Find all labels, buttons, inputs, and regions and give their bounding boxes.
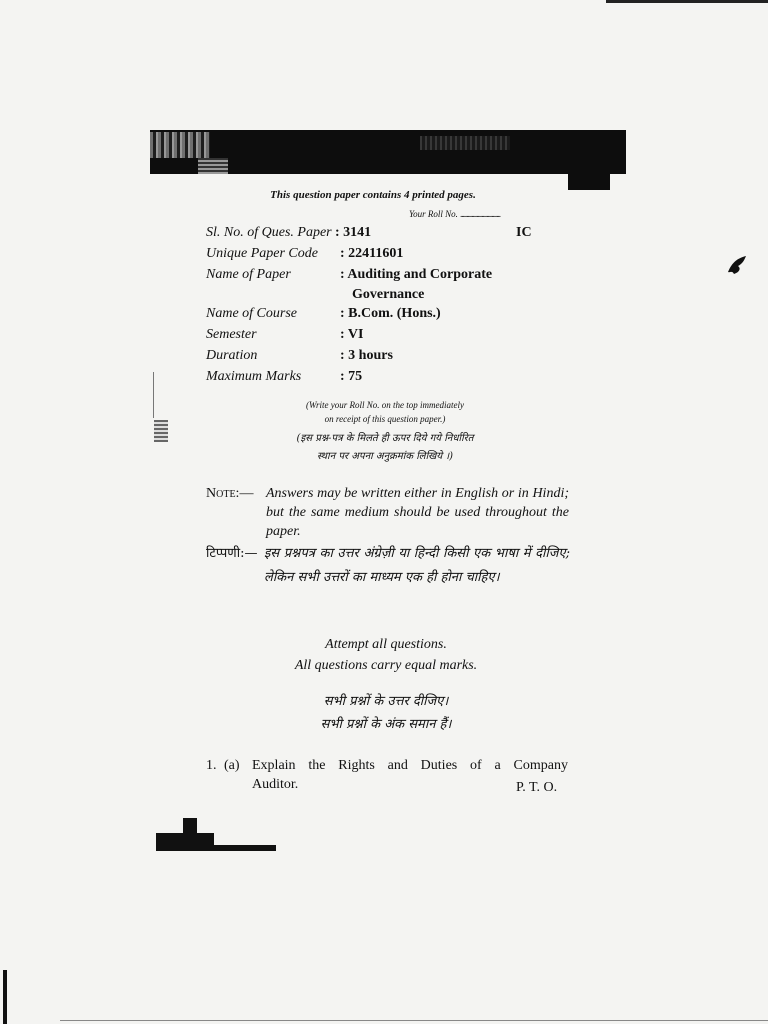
roll-number-blank: ................................ bbox=[460, 209, 501, 219]
instruction-line: (Write your Roll No. on the top immediately bbox=[306, 400, 464, 410]
pto-marker: P. T. O. bbox=[516, 780, 558, 795]
scan-noise bbox=[420, 136, 510, 150]
detail-value: Governance bbox=[352, 287, 425, 302]
detail-label: Semester bbox=[206, 327, 257, 342]
scan-blot bbox=[156, 833, 214, 851]
scan-edge-line bbox=[606, 0, 768, 3]
instruction-line: स्थान पर अपना अनुक्रमांक लिखिये ।) bbox=[316, 451, 454, 462]
attempt-line-hindi: सभी प्रश्नों के उत्तर दीजिए। bbox=[323, 694, 449, 709]
instruction-line: (इस प्रश्न-पत्र के मिलते ही ऊपर दिये गये निर्धारित bbox=[296, 433, 474, 444]
detail-value: : 22411601 bbox=[340, 246, 404, 261]
pages-count-line: This question paper contains 4 printed pages. bbox=[270, 189, 476, 201]
instruction-line: on receipt of this question paper.) bbox=[324, 414, 446, 424]
roll-instruction-english bbox=[250, 398, 520, 426]
attempt-line-hindi: सभी प्रश्नों के अंक समान हैं। bbox=[320, 717, 452, 732]
scan-noise bbox=[154, 420, 168, 442]
scan-edge-line bbox=[60, 1020, 768, 1021]
note-text-hindi: इस प्रश्नपत्र का उत्तर अंग्रेज़ी या हिन्दी किसी एक भाषा में दीजिए; लेकिन सभी उत्तरों का माध्यम एक ही होना चाहिए। bbox=[264, 546, 570, 585]
note-text: Answers may be written either in English or in Hindi; but the same medium should be used throughout the paper. bbox=[266, 486, 569, 539]
paper-code-badge: IC bbox=[516, 225, 532, 240]
detail-value: : B.Com. (Hons.) bbox=[340, 306, 441, 321]
detail-value: : 3141 bbox=[335, 225, 372, 240]
medium-note-hindi bbox=[206, 542, 570, 616]
detail-value: : 75 bbox=[340, 369, 363, 384]
attempt-instructions bbox=[236, 634, 536, 676]
attempt-line: Attempt all questions. bbox=[325, 637, 447, 652]
detail-value: : 3 hours bbox=[340, 348, 393, 363]
question-text: Explain the Rights and Duties of a Company bbox=[252, 758, 568, 773]
attempt-line: All questions carry equal marks. bbox=[294, 658, 478, 673]
scan-noise bbox=[150, 132, 210, 158]
scan-margin-line bbox=[153, 372, 154, 418]
detail-label: Name of Course bbox=[206, 306, 297, 321]
scan-blot bbox=[214, 845, 276, 851]
detail-label: Maximum Marks bbox=[206, 369, 302, 384]
detail-label: Sl. No. of Ques. Paper bbox=[206, 225, 332, 240]
scan-blot bbox=[183, 818, 197, 834]
detail-label: Unique Paper Code bbox=[206, 246, 318, 261]
roll-number-label: Your Roll No. bbox=[409, 209, 458, 219]
scan-edge-bar bbox=[3, 970, 7, 1024]
scan-noise bbox=[198, 158, 228, 174]
detail-value: : VI bbox=[340, 327, 364, 342]
detail-label: Duration bbox=[206, 348, 258, 363]
ink-blot-icon bbox=[724, 252, 750, 278]
question-text-cont: Auditor. bbox=[252, 777, 299, 792]
roll-number-field bbox=[409, 209, 500, 219]
question-part: (a) bbox=[224, 758, 240, 773]
redaction-banner-tail bbox=[568, 160, 610, 190]
attempt-instructions-hindi bbox=[236, 690, 536, 736]
question-number: 1. bbox=[206, 758, 217, 773]
note-label-hindi: टिप्पणी:— bbox=[206, 546, 258, 561]
medium-note-english bbox=[206, 484, 570, 544]
detail-label: Name of Paper bbox=[206, 267, 291, 282]
detail-value: : Auditing and Corporate bbox=[340, 267, 493, 282]
note-label: Note:— bbox=[206, 486, 254, 501]
roll-instruction-hindi bbox=[250, 430, 520, 466]
